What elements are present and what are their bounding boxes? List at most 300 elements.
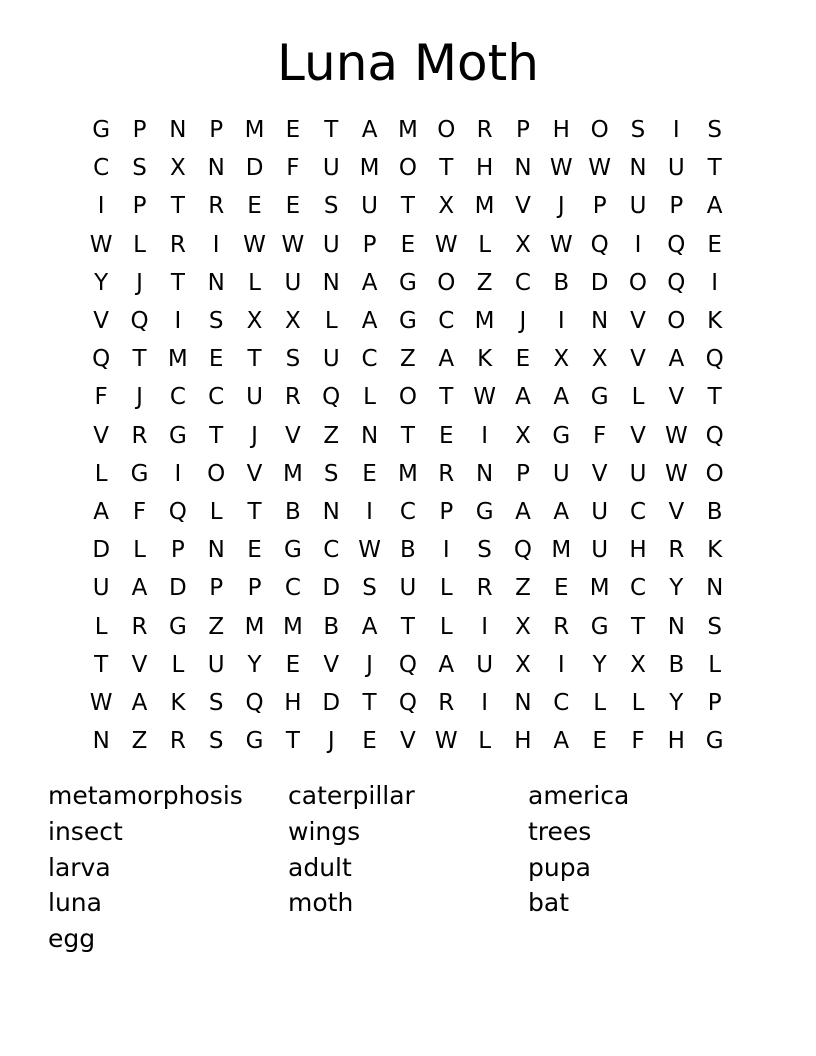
grid-cell: I [481, 613, 488, 640]
grid-cell: R [169, 728, 186, 755]
grid-cell: Y [669, 575, 684, 602]
grid-cell: Q [513, 537, 532, 564]
grid-cell: L [133, 537, 146, 564]
word-list-item: adult [288, 852, 352, 882]
grid-cell: W [664, 422, 688, 449]
grid-cell: O [398, 155, 417, 182]
grid-cell: T [170, 269, 185, 296]
grid-cell: J [136, 384, 143, 411]
grid-cell: G [590, 613, 609, 640]
grid-cell: C [553, 689, 570, 716]
grid-cell: E [247, 537, 262, 564]
grid-cell: X [515, 422, 531, 449]
grid-cell: Z [476, 269, 493, 296]
grid-row [82, 684, 734, 722]
grid-cell: S [477, 537, 492, 564]
grid-cell: X [553, 346, 570, 373]
grid-row [82, 607, 734, 645]
grid-cell: F [631, 728, 645, 755]
grid-cell: P [209, 575, 224, 602]
grid-cell: S [707, 613, 722, 640]
word-list-item: egg [48, 924, 96, 954]
grid-cell: C [399, 498, 416, 525]
grid-cell: M [589, 575, 610, 602]
grid-cell: U [667, 155, 685, 182]
grid-cell: N [514, 155, 532, 182]
grid-cell: T [247, 346, 262, 373]
grid-cell: S [707, 117, 722, 144]
grid-cell: R [131, 422, 148, 449]
grid-cell: W [281, 231, 305, 258]
grid-cell: G [130, 460, 149, 487]
grid-cell: P [209, 117, 224, 144]
grid-cell: T [132, 346, 147, 373]
grid-cell: O [207, 460, 226, 487]
grid-cell: N [706, 575, 724, 602]
grid-cell: L [439, 575, 453, 602]
grid-cell: V [246, 460, 263, 487]
grid-cell: G [475, 498, 494, 525]
grid-cell: W [588, 155, 612, 182]
grid-cell: U [92, 575, 110, 602]
grid-cell: P [439, 498, 454, 525]
grid-row [82, 149, 734, 187]
grid-cell: G [283, 537, 302, 564]
grid-cell: S [132, 155, 147, 182]
grid-cell: H [514, 728, 532, 755]
grid-cell: N [92, 728, 110, 755]
grid-cell: W [434, 728, 458, 755]
grid-cell: C [284, 575, 301, 602]
grid-cell: L [439, 613, 453, 640]
grid-cell: O [398, 384, 417, 411]
grid-cell: T [439, 155, 454, 182]
grid-cell: C [169, 384, 186, 411]
grid-cell: W [89, 689, 113, 716]
grid-cell: U [246, 384, 263, 411]
grid-cell: L [171, 651, 185, 678]
grid-cell: I [481, 422, 488, 449]
grid-cell: T [707, 384, 722, 411]
grid-cell: F [593, 422, 607, 449]
grid-cell: L [209, 498, 223, 525]
grid-cell: A [553, 728, 570, 755]
grid-cell: H [629, 537, 647, 564]
grid-cell: U [629, 460, 647, 487]
grid-cell: E [554, 575, 569, 602]
grid-cell: Q [322, 384, 341, 411]
grid-row [82, 187, 734, 225]
grid-cell: R [668, 537, 685, 564]
grid-cell: N [322, 498, 340, 525]
grid-cell: Z [323, 422, 340, 449]
grid-cell: M [167, 346, 188, 373]
grid-cell: G [92, 117, 111, 144]
grid-cell: D [322, 689, 341, 716]
grid-cell: Q [590, 231, 609, 258]
grid-cell: Z [400, 346, 416, 373]
grid-cell: A [361, 269, 378, 296]
grid-cell: M [282, 613, 303, 640]
grid-cell: O [590, 117, 609, 144]
grid-cell: M [397, 460, 418, 487]
grid-cell: T [170, 193, 185, 220]
grid-cell: P [132, 193, 147, 220]
grid-cell: N [169, 117, 187, 144]
grid-cell: X [515, 651, 531, 678]
grid-cell: I [97, 193, 105, 220]
grid-cell: N [667, 613, 685, 640]
grid-cell: A [553, 498, 570, 525]
grid-cell: N [514, 689, 532, 716]
grid-cell: G [168, 613, 187, 640]
grid-cell: S [208, 689, 224, 716]
grid-cell: V [515, 193, 531, 220]
grid-cell: B [400, 537, 416, 564]
grid-cell: Q [168, 498, 187, 525]
word-list-item: metamorphosis [48, 781, 243, 810]
grid-cell: U [552, 460, 570, 487]
grid-cell: S [323, 460, 339, 487]
grid-cell: Q [667, 269, 686, 296]
grid-cell: L [631, 384, 645, 411]
grid-cell: I [212, 231, 220, 258]
grid-cell: E [247, 193, 262, 220]
grid-cell: A [668, 346, 685, 373]
grid-cell: J [366, 651, 373, 678]
word-list-item: wings [288, 816, 361, 846]
grid-cell: L [248, 269, 261, 296]
grid-cell: B [285, 498, 301, 525]
grid-cell: F [94, 384, 108, 411]
grid-cell: A [553, 384, 570, 411]
grid-row [82, 646, 734, 684]
grid-cell: R [284, 384, 301, 411]
grid-cell: V [668, 498, 685, 525]
grid-cell: O [628, 269, 648, 296]
grid-cell: W [89, 231, 113, 258]
grid-cell: W [358, 537, 381, 564]
grid-cell: T [400, 422, 415, 449]
grid-cell: U [322, 346, 340, 373]
grid-row [82, 226, 734, 264]
grid-cell: V [93, 422, 110, 449]
grid-cell: Q [92, 346, 111, 373]
grid-cell: R [208, 193, 225, 220]
grid-cell: J [327, 728, 335, 755]
grid-cell: A [361, 613, 378, 640]
grid-cell: U [322, 155, 340, 182]
grid-cell: V [668, 384, 685, 411]
word-list [48, 781, 768, 961]
grid-row [82, 264, 734, 302]
grid-cell: H [475, 155, 494, 182]
grid-cell: I [174, 460, 182, 487]
word-list-item: america [528, 781, 630, 810]
grid-cell: S [208, 728, 224, 755]
grid-cell: F [286, 155, 300, 182]
grid-cell: V [400, 728, 416, 755]
grid-cell: P [170, 537, 185, 564]
grid-cell: Q [705, 346, 724, 373]
grid-cell: Q [130, 308, 149, 335]
grid-cell: U [591, 498, 609, 525]
grid-cell: O [437, 117, 456, 144]
grid-cell: C [514, 269, 531, 296]
grid-cell: L [708, 651, 722, 678]
grid-cell: I [481, 689, 488, 716]
grid-cell: L [593, 689, 607, 716]
grid-row [82, 340, 734, 378]
grid-cell: T [247, 498, 262, 525]
grid-cell: V [323, 651, 340, 678]
grid-cell: I [174, 308, 182, 335]
grid-cell: K [477, 346, 493, 373]
grid-cell: E [285, 651, 301, 678]
grid-cell: A [131, 689, 148, 716]
grid-cell: M [282, 460, 303, 487]
grid-cell: P [592, 193, 607, 220]
grid-cell: S [362, 575, 377, 602]
grid-cell: M [474, 193, 495, 220]
grid-cell: X [591, 346, 608, 373]
grid-cell: A [438, 346, 455, 373]
grid-cell: R [169, 231, 186, 258]
grid-cell: Q [705, 422, 724, 449]
grid-cell: B [323, 613, 340, 640]
grid-cell: N [360, 422, 379, 449]
grid-cell: A [93, 498, 110, 525]
grid-cell: L [631, 689, 645, 716]
grid-cell: P [516, 117, 530, 144]
grid-cell: R [553, 613, 570, 640]
grid-cell: S [630, 117, 646, 144]
grid-cell: B [668, 651, 685, 678]
grid-cell: T [324, 117, 339, 144]
grid-cell: K [170, 689, 186, 716]
grid-row [82, 378, 734, 416]
grid-cell: B [706, 498, 723, 525]
grid-cell: X [630, 651, 646, 678]
grid-cell: Q [398, 689, 417, 716]
grid-cell: N [322, 269, 340, 296]
grid-cell: O [705, 460, 724, 487]
grid-cell: B [553, 269, 570, 296]
grid-cell: C [93, 155, 110, 182]
word-list-item: insect [48, 816, 123, 846]
grid-cell: V [630, 346, 646, 373]
grid-cell: U [399, 575, 417, 602]
grid-cell: W [549, 231, 573, 258]
grid-cell: P [707, 689, 722, 716]
grid-cell: G [590, 384, 609, 411]
grid-cell: P [247, 575, 262, 602]
grid-cell: G [245, 728, 264, 755]
grid-cell: T [630, 613, 646, 640]
grid-cell: Z [208, 613, 225, 640]
grid-cell: W [549, 155, 573, 182]
grid-cell: I [634, 231, 642, 258]
grid-cell: P [362, 231, 377, 258]
grid-cell: T [439, 384, 454, 411]
grid-cell: E [592, 728, 607, 755]
grid-cell: A [361, 117, 378, 144]
grid-cell: S [323, 193, 339, 220]
page-title: Luna Moth [277, 34, 539, 92]
grid-cell: N [591, 308, 609, 335]
grid-cell: L [363, 384, 376, 411]
grid-row [82, 531, 734, 569]
grid-cell: G [168, 422, 187, 449]
grid-cell: D [169, 575, 187, 602]
grid-cell: Z [515, 575, 531, 602]
grid-cell: T [94, 651, 109, 678]
grid-cell: T [707, 155, 722, 182]
grid-cell: L [133, 231, 146, 258]
grid-cell: T [285, 728, 300, 755]
grid-cell: N [207, 155, 225, 182]
grid-cell: N [207, 537, 225, 564]
grid-cell: V [630, 308, 646, 335]
grid-cell: E [208, 346, 224, 373]
grid-cell: F [132, 498, 147, 525]
grid-row [82, 302, 734, 340]
grid-row [82, 455, 734, 493]
word-list-item: larva [48, 852, 111, 882]
grid-cell: R [438, 460, 455, 487]
grid-cell: V [131, 651, 148, 678]
word-list-item: bat [528, 888, 569, 918]
grid-cell: X [515, 231, 531, 258]
grid-cell: A [438, 651, 455, 678]
word-list-item: trees [528, 816, 592, 846]
grid-cell: U [361, 193, 378, 220]
grid-cell: W [434, 231, 458, 258]
grid-cell: C [323, 537, 340, 564]
grid-cell: A [131, 575, 148, 602]
grid-cell: I [366, 498, 373, 525]
grid-cell: E [400, 231, 416, 258]
grid-row [82, 493, 734, 531]
word-list-item: pupa [528, 852, 591, 882]
grid-cell: C [629, 575, 647, 602]
grid-cell: X [169, 155, 186, 182]
grid-cell: R [131, 613, 148, 640]
grid-cell: Q [667, 231, 686, 258]
grid-cell: T [400, 613, 415, 640]
grid-cell: U [629, 193, 647, 220]
grid-cell: H [667, 728, 685, 755]
grid-cell: E [362, 728, 377, 755]
grid-cell: D [92, 537, 111, 564]
grid-cell: Y [247, 651, 262, 678]
grid-cell: Z [131, 728, 148, 755]
grid-cell: E [515, 346, 531, 373]
word-list-item: moth [288, 888, 354, 918]
grid-cell: M [551, 537, 572, 564]
grid-cell: X [246, 308, 263, 335]
grid-cell: A [515, 498, 531, 525]
grid-cell: W [664, 460, 688, 487]
grid-cell: C [361, 346, 378, 373]
grid-cell: R [476, 575, 493, 602]
grid-cell: Q [245, 689, 264, 716]
grid-row [82, 111, 734, 149]
grid-cell: L [324, 308, 338, 335]
grid-cell: S [208, 308, 224, 335]
grid-cell: L [478, 728, 492, 755]
grid-cell: D [322, 575, 341, 602]
grid-cell: N [207, 269, 225, 296]
grid-cell: L [94, 613, 108, 640]
grid-cell: V [591, 460, 608, 487]
grid-cell: K [707, 308, 723, 335]
grid-cell: V [630, 422, 646, 449]
grid-cell: V [93, 308, 110, 335]
grid-cell: R [438, 689, 455, 716]
grid-row [82, 417, 734, 455]
grid-cell: I [557, 651, 565, 678]
grid-cell: Q [398, 651, 417, 678]
grid-cell: N [629, 155, 647, 182]
grid-cell: H [284, 689, 302, 716]
grid-cell: T [362, 689, 377, 716]
grid-cell: P [669, 193, 684, 220]
grid-cell: A [515, 384, 531, 411]
grid-cell: O [437, 269, 456, 296]
grid-cell: W [473, 384, 496, 411]
grid-cell: E [438, 422, 454, 449]
grid-cell: C [208, 384, 225, 411]
grid-cell: G [399, 308, 417, 335]
grid-cell: I [711, 269, 719, 296]
grid-cell: J [251, 422, 258, 449]
grid-cell: K [707, 537, 723, 564]
word-list-item: luna [48, 888, 102, 918]
grid-cell: G [552, 422, 571, 449]
grid-cell: U [207, 651, 225, 678]
grid-cell: M [474, 308, 495, 335]
grid-cell: O [667, 308, 686, 335]
grid-cell: J [136, 269, 143, 296]
grid-cell: S [285, 346, 301, 373]
grid-cell: R [476, 117, 493, 144]
grid-cell: V [285, 422, 301, 449]
grid-cell: Y [94, 269, 109, 296]
grid-cell: D [245, 155, 264, 182]
grid-cell: X [438, 193, 455, 220]
grid-cell: Y [592, 651, 607, 678]
grid-cell: I [442, 537, 450, 564]
grid-cell: E [285, 117, 301, 144]
grid-cell: M [359, 155, 380, 182]
grid-cell: M [397, 117, 418, 144]
grid-cell: U [591, 537, 609, 564]
grid-cell: H [552, 117, 570, 144]
grid-cell: I [557, 308, 565, 335]
grid-cell: U [284, 269, 302, 296]
grid-cell: J [519, 308, 527, 335]
grid-cell: N [476, 460, 494, 487]
grid-cell: G [705, 728, 724, 755]
grid-cell: T [400, 193, 415, 220]
grid-cell: M [244, 117, 265, 144]
grid-cell: W [243, 231, 266, 258]
grid-cell: E [707, 231, 722, 258]
grid-cell: J [557, 193, 565, 220]
grid-cell: L [478, 231, 492, 258]
grid-cell: C [629, 498, 647, 525]
